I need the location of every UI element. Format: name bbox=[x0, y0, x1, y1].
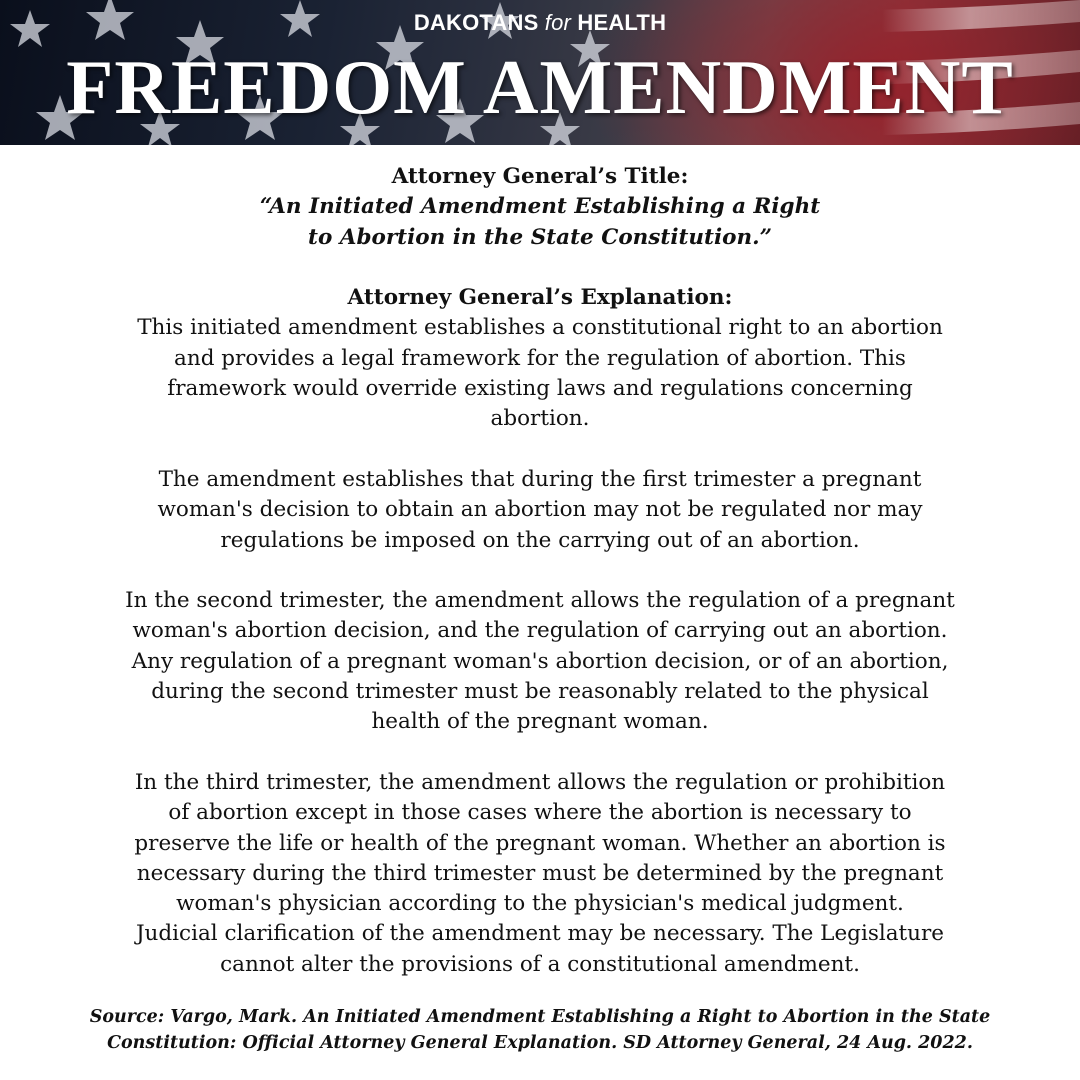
spacer bbox=[90, 253, 990, 283]
text-line: preserve the life or health of the pregnant woman. Whether an abortion is bbox=[134, 830, 946, 856]
text-line: woman's decision to obtain an abortion may not be regulated nor may bbox=[157, 497, 923, 523]
text-line: and provides a legal framework for the regulation of abortion. This bbox=[174, 345, 906, 371]
text-line: abortion. bbox=[490, 406, 590, 432]
text-line: In the second trimester, the amendment allows the regulation of a pregnant bbox=[125, 588, 955, 614]
page-title: FREEDOM AMENDMENT bbox=[66, 44, 1014, 130]
spacer bbox=[90, 738, 990, 768]
source-line-2: Constitution: Official Attorney General Explanation. SD Attorney General, 24 Aug. 2022. bbox=[107, 1033, 973, 1053]
text-line: woman's physician according to the physician's medical judgment. bbox=[176, 891, 904, 917]
header-banner bbox=[0, 0, 1080, 145]
explanation-paragraph-3 bbox=[90, 586, 990, 737]
text-line: health of the pregnant woman. bbox=[371, 709, 709, 735]
text-line: framework would override existing laws and regulations concerning bbox=[167, 376, 913, 402]
explanation-paragraph-4 bbox=[90, 768, 990, 980]
explanation-paragraph-2 bbox=[90, 465, 990, 556]
text-line: Any regulation of a pregnant woman's abortion decision, or of an abortion, bbox=[131, 648, 949, 674]
text-line: woman's abortion decision, and the regulation of carrying out an abortion. bbox=[132, 618, 948, 644]
text-line: This initiated amendment establishes a constitutional right to an abortion bbox=[137, 315, 943, 341]
text-line: of abortion except in those cases where the abortion is necessary to bbox=[168, 800, 912, 826]
spacer bbox=[90, 435, 990, 465]
text-line: In the third trimester, the amendment allows the regulation or prohibition bbox=[134, 769, 946, 795]
org-name-part1: DAKOTANS bbox=[413, 10, 545, 35]
org-name bbox=[0, 10, 1080, 36]
text-line: necessary during the third trimester must be determined by the pregnant bbox=[136, 860, 944, 886]
text-line: Judicial clarification of the amendment may be necessary. The Legislature bbox=[135, 921, 945, 947]
org-name-for: for bbox=[544, 10, 572, 35]
text-line: cannot alter the provisions of a constitutional amendment. bbox=[220, 951, 860, 977]
ag-title-heading: Attorney General’s Title: bbox=[391, 164, 689, 189]
text-line: during the second trimester must be reasonably related to the physical bbox=[151, 679, 929, 705]
text-line: regulations be imposed on the carrying out of an abortion. bbox=[220, 527, 860, 553]
ag-title-line-2: to Abortion in the State Constitution.” bbox=[308, 224, 772, 250]
ag-title-line-1: “An Initiated Amendment Establishing a Right bbox=[259, 194, 821, 220]
org-name-part2: HEALTH bbox=[571, 10, 667, 35]
ag-explanation-heading: Attorney General’s Explanation: bbox=[347, 285, 733, 311]
source-citation bbox=[40, 1004, 1040, 1056]
spacer bbox=[90, 556, 990, 586]
text-line: The amendment establishes that during the first trimester a pregnant bbox=[158, 466, 922, 492]
source-line-1: Source: Vargo, Mark. An Initiated Amendment Establishing a Right to Abortion in the State bbox=[89, 1007, 991, 1027]
explanation-paragraph-1 bbox=[90, 313, 990, 434]
main-content bbox=[90, 162, 990, 980]
